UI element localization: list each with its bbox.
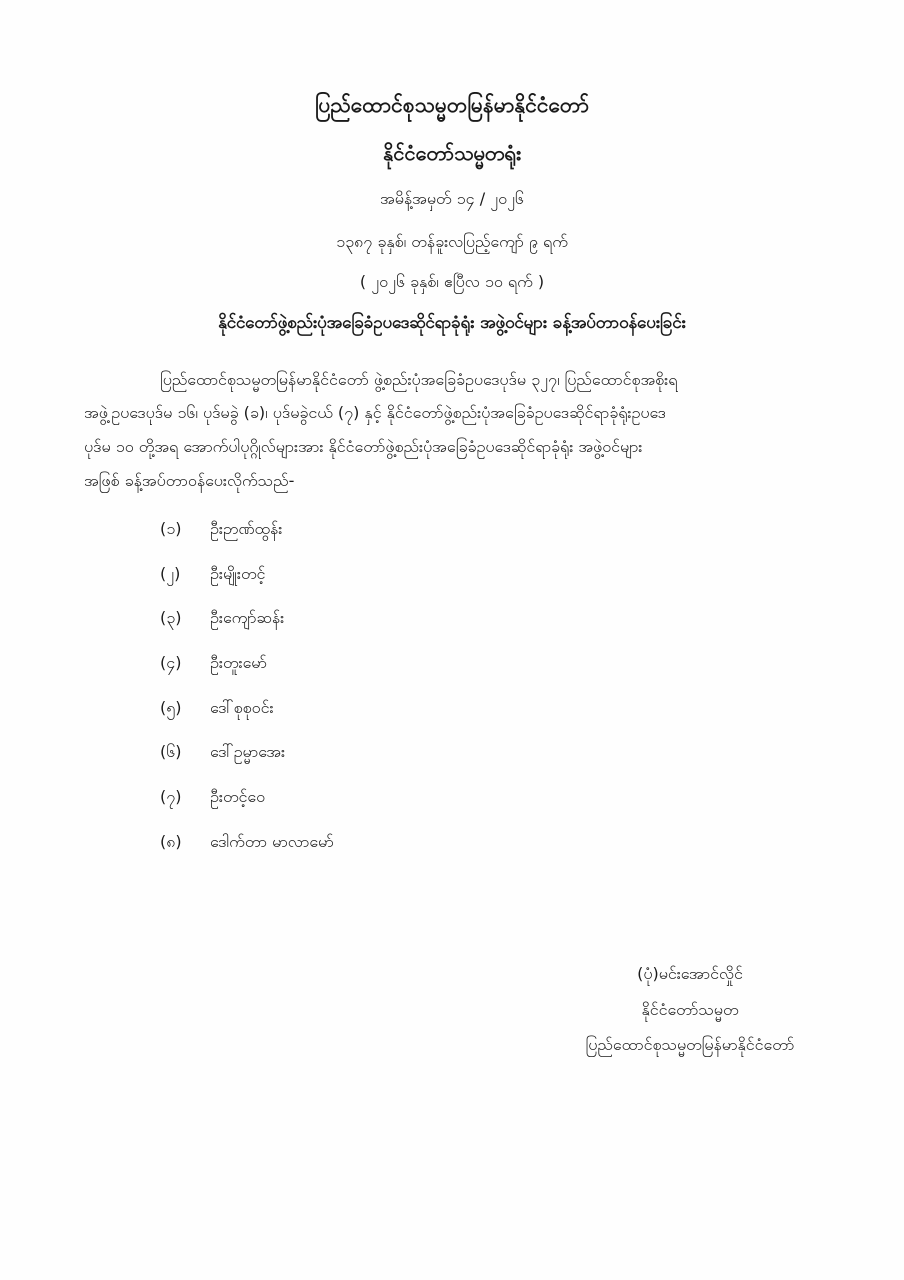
list-item	[160, 557, 560, 602]
list-item	[160, 646, 560, 691]
list-item-name: ဦးတင့်ဝေ	[210, 787, 266, 807]
signatory-country: ပြည်ထောင်စုသမ္မတမြန်မာနိုင်ငံတော်	[585, 1035, 795, 1054]
document-title-office: နိုင်ငံတော်သမ္မတရုံး	[383, 141, 521, 165]
list-item-number: (၄)	[160, 653, 182, 673]
body-paragraph-line: အဖြစ် ခန့်အပ်တာဝန်ပေးလိုက်သည်-	[84, 471, 295, 490]
date-gregorian: ( ၂၀၂၆ ခုနှစ်၊ ဧပြီလ ၁၀ ရက် )	[359, 272, 545, 291]
list-item-number: (၃)	[160, 608, 182, 628]
body-paragraph-line: ပုဒ်မ ၁၀ တို့အရ အောက်ပါပုဂ္ဂိုလ်များအား နိုင်ငံတော်ဖွဲ့စည်းပုံအခြေခံဥပဒေဆိုင်ရာခုံရုံး အဖွဲ့ဝင်များ	[84, 437, 643, 456]
list-item	[160, 735, 560, 780]
list-item-name: ဦးကျော်ဆန်း	[210, 608, 285, 628]
body-paragraph-line: အဖွဲ့ဥပဒေပုဒ်မ ၁၆၊ ပုဒ်မခွဲ (ခ)၊ ပုဒ်မခွဲငယ် (၇) နှင့် နိုင်ငံတော်ဖွဲ့စည်းပုံအခြေခံဥပဒေဆိုင်ရာခုံရုံးဥပဒေ	[84, 403, 666, 422]
list-item-name: ဒေါက်တာ မာလာမော်	[210, 831, 334, 851]
list-item-number: (၇)	[160, 787, 182, 807]
list-item-name: ဦးမျိုးတင့်	[210, 563, 266, 583]
list-item-number: (၂)	[160, 563, 181, 583]
list-item-number: (၁)	[160, 519, 182, 538]
signatory-title: နိုင်ငံတော်သမ္မတ	[641, 1000, 739, 1019]
list-item-name: ဒေါ်ဥမ္မာအေး	[210, 742, 286, 762]
date-myanmar-calendar: ၁၃၈၇ ခုနှစ်၊ တန်ခူးလပြည့်ကျော် ၉ ရက်	[336, 232, 568, 251]
document-subject: နိုင်ငံတော်ဖွဲ့စည်းပုံအခြေခံဥပဒေဆိုင်ရာခုံရုံး အဖွဲ့ဝင်များ ခန့်အပ်တာဝန်ပေးခြင်း	[218, 313, 686, 333]
list-item-name: ဒေါ်စုစုဝင်း	[210, 697, 274, 717]
list-item	[160, 512, 560, 557]
list-item	[160, 691, 560, 736]
body-paragraph-line: ပြည်ထောင်စုသမ္မတမြန်မာနိုင်ငံတော် ဖွဲ့စည်းပုံအခြေခံဥပဒေပုဒ်မ ၃၂၇၊ ပြည်ထောင်စုအစိုးရ	[160, 370, 678, 389]
member-list	[160, 512, 560, 870]
document-title-country: ပြည်ထောင်စုသမ္မတမြန်မာနိုင်ငံတော်	[314, 93, 589, 117]
list-item-number: (၆)	[160, 742, 182, 762]
list-item	[160, 601, 560, 646]
signatory-name: (ပုံ)မင်းအောင်လှိုင်	[637, 964, 743, 983]
order-number: အမိန့်အမှတ် ၁၄ / ၂၀၂၆	[380, 189, 524, 208]
list-item-number: (၅)	[160, 697, 182, 717]
list-item-name: ဦးဉာဏ်ထွန်း	[210, 519, 283, 538]
list-item-number: (၈)	[160, 831, 182, 851]
list-item	[160, 825, 560, 870]
list-item-name: ဦးတူးမော်	[210, 653, 267, 673]
list-item	[160, 780, 560, 825]
